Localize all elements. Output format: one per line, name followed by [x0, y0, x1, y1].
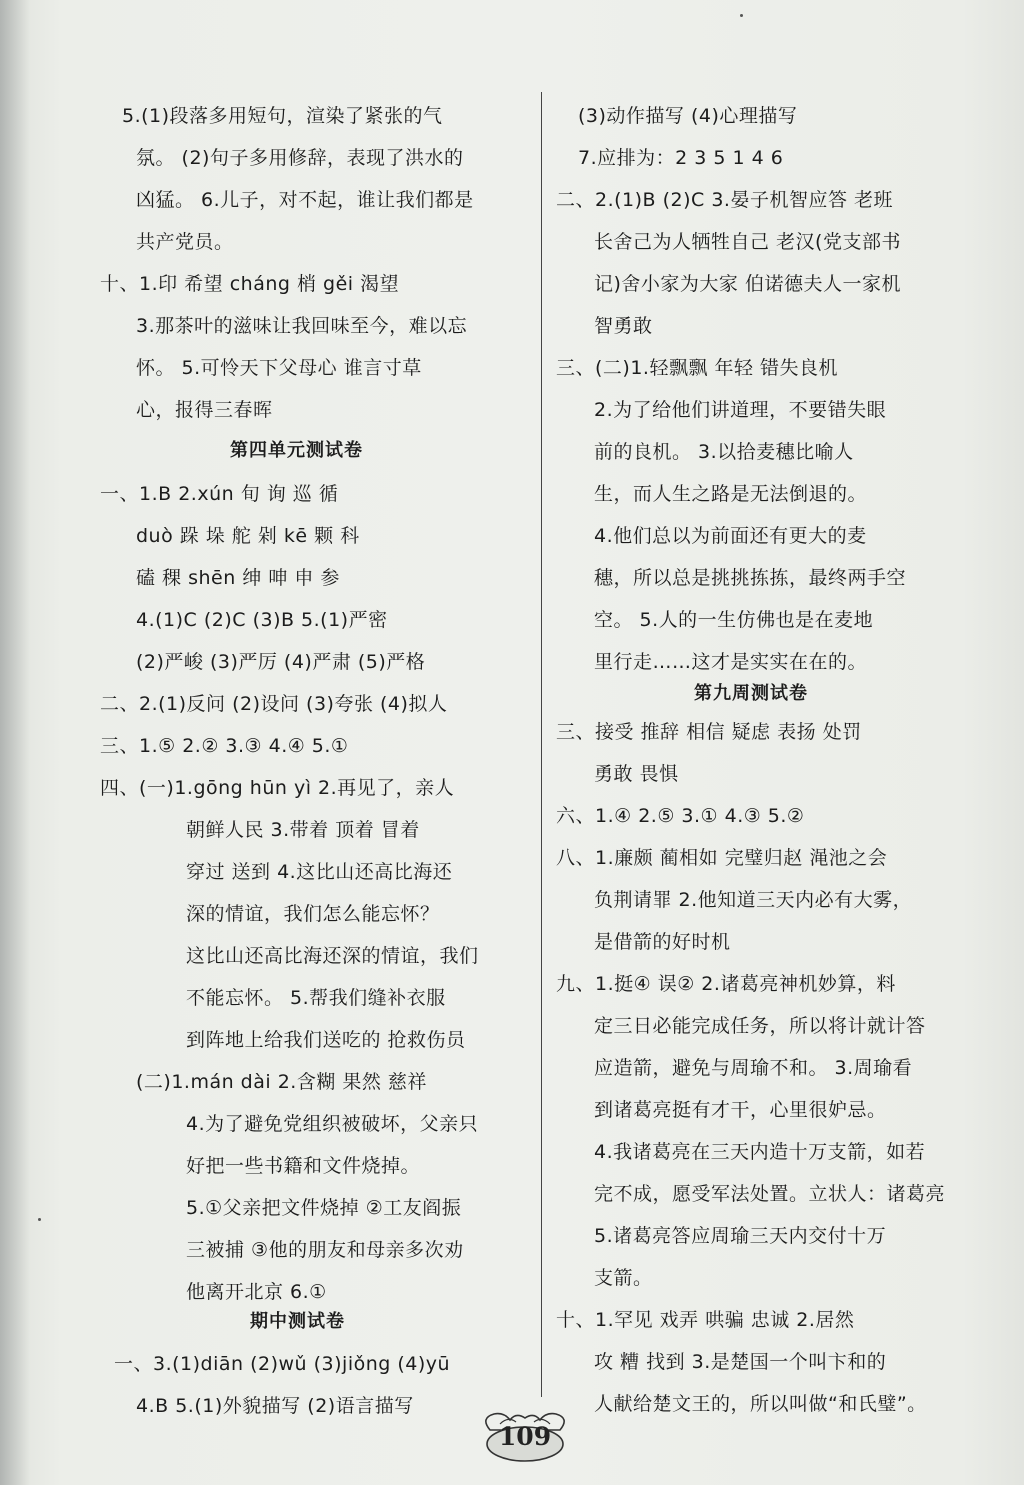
- print-speck: [740, 14, 743, 17]
- answer-line: 不能忘怀。 5.帮我们缝补衣服: [186, 987, 446, 1009]
- answer-line: 二、2.(1)反问 (2)设问 (3)夸张 (4)拟人: [100, 693, 448, 715]
- answer-line: 八、1.廉颇 蔺相如 完璧归赵 渑池之会: [556, 847, 888, 869]
- answer-line: 5.①父亲把文件烧掉 ②工友阎振: [186, 1197, 462, 1219]
- answer-line: 3.那茶叶的滋味让我回味至今，难以忘: [136, 315, 468, 337]
- answer-line: duò 跺 垛 舵 剁 kē 颗 科: [136, 525, 360, 547]
- answer-line: 生，而人生之路是无法倒退的。: [594, 483, 868, 505]
- answer-line: 一、1.B 2.xún 旬 询 巡 循: [100, 483, 339, 505]
- page-edge-shadow: [0, 0, 30, 1485]
- answer-line: 磕 稞 shēn 绅 呻 申 参: [136, 567, 340, 589]
- answer-line: 到阵地上给我们送吃的 抢救伤员: [186, 1029, 466, 1051]
- page-number: 109: [498, 1422, 552, 1451]
- answer-line: 九、1.挺④ 误② 2.诸葛亮神机妙算，料: [556, 973, 896, 995]
- answer-line: 深的情谊，我们怎么能忘怀？: [186, 903, 440, 925]
- answer-line: (3)动作描写 (4)心理描写: [578, 105, 798, 127]
- answer-line: 里行走……这才是实实在在的。: [594, 651, 868, 673]
- answer-line: 5.诸葛亮答应周瑜三天内交付十万: [594, 1225, 887, 1247]
- section-heading: 期中测试卷: [250, 1311, 345, 1332]
- answer-line: 他离开北京 6.①: [186, 1281, 327, 1303]
- print-speck: [38, 1218, 41, 1221]
- answer-line: 三、接受 推辞 相信 疑虑 表扬 处罚: [556, 721, 862, 743]
- answer-line: 共产党员。: [136, 231, 234, 253]
- answer-line: 应造箭，避免与周瑜不和。 3.周瑜看: [594, 1057, 913, 1079]
- answer-line: 长舍己为人牺牲自己 老汉(党支部书: [594, 231, 901, 253]
- answer-line: 四、(一)1.gōng hūn yì 2.再见了，亲人: [100, 777, 455, 799]
- answer-line: 一、3.(1)diān (2)wǔ (3)jiǒng (4)yū: [114, 1353, 451, 1375]
- answer-line: 穿过 送到 4.这比山还高比海还: [186, 861, 453, 883]
- answer-line: 穗，所以总是挑挑拣拣，最终两手空: [594, 567, 907, 589]
- answer-line: 怀。 5.可怜天下父母心 谁言寸草: [136, 357, 422, 379]
- answer-line: 是借箭的好时机: [594, 931, 731, 953]
- answer-line: 到诸葛亮挺有才干，心里很妒忌。: [594, 1099, 887, 1121]
- answer-line: 4.(1)C (2)C (3)B 5.(1)严密: [136, 609, 388, 631]
- answer-line: 完不成，愿受军法处置。立状人：诸葛亮: [594, 1183, 946, 1205]
- answer-line: 4.他们总以为前面还有更大的麦: [594, 525, 867, 547]
- answer-line: 六、1.④ 2.⑤ 3.① 4.③ 5.②: [556, 805, 805, 827]
- answer-line: 4.为了避免党组织被破坏，父亲只: [186, 1113, 479, 1135]
- page-number-badge: [470, 1400, 580, 1466]
- answer-line: 攻 糟 找到 3.是楚国一个叫卞和的: [594, 1351, 887, 1373]
- answer-line: 5.(1)段落多用短句，渲染了紧张的气: [122, 105, 443, 127]
- section-heading: 第九周测试卷: [694, 683, 808, 704]
- answer-line: 人献给楚文王的，所以叫做“和氏璧”。: [594, 1393, 927, 1415]
- answer-line: 心，报得三春晖: [136, 399, 273, 421]
- answer-line: 十、1.罕见 戏弄 哄骗 忠诚 2.居然: [556, 1309, 855, 1331]
- answer-line: 这比山还高比海还深的情谊，我们: [186, 945, 479, 967]
- answer-line: 凶猛。 6.儿子，对不起，谁让我们都是: [136, 189, 474, 211]
- answer-line: 负荆请罪 2.他知道三天内必有大雾，: [594, 889, 913, 911]
- section-heading: 第四单元测试卷: [230, 440, 363, 461]
- column-divider: [541, 92, 542, 1397]
- answer-line: 支箭。: [594, 1267, 653, 1289]
- answer-line: (二)1.mán dài 2.含糊 果然 慈祥: [136, 1071, 427, 1093]
- answer-line: 2.为了给他们讲道理，不要错失眼: [594, 399, 887, 421]
- answer-line: 三、1.⑤ 2.② 3.③ 4.④ 5.①: [100, 735, 349, 757]
- answer-line: 前的良机。 3.以拾麦穗比喻人: [594, 441, 854, 463]
- answer-line: 定三日必能完成任务，所以将计就计答: [594, 1015, 926, 1037]
- answer-line: 氛。 (2)句子多用修辞，表现了洪水的: [136, 147, 464, 169]
- answer-line: (2)严峻 (3)严厉 (4)严肃 (5)严格: [136, 651, 426, 673]
- answer-line: 4.B 5.(1)外貌描写 (2)语言描写: [136, 1395, 414, 1417]
- answer-line: 三被捕 ③他的朋友和母亲多次劝: [186, 1239, 464, 1261]
- answer-line: 好把一些书籍和文件烧掉。: [186, 1155, 421, 1177]
- answer-line: 7.应排为：2 3 5 1 4 6: [578, 147, 784, 169]
- answer-line: 十、1.印 希望 cháng 梢 gěi 渴望: [100, 273, 400, 295]
- answer-line: 空。 5.人的一生仿佛也是在麦地: [594, 609, 874, 631]
- answer-line: 4.我诸葛亮在三天内造十万支箭，如若: [594, 1141, 926, 1163]
- answer-line: 三、(二)1.轻飘飘 年轻 错失良机: [556, 357, 839, 379]
- answer-line: 记)舍小家为大家 伯诺德夫人一家机: [594, 273, 901, 295]
- answer-line: 朝鲜人民 3.带着 顶着 冒着: [186, 819, 420, 841]
- answer-line: 智勇敢: [594, 315, 653, 337]
- answer-line: 二、2.(1)B (2)C 3.晏子机智应答 老班: [556, 189, 894, 211]
- answer-line: 勇敢 畏惧: [594, 763, 679, 785]
